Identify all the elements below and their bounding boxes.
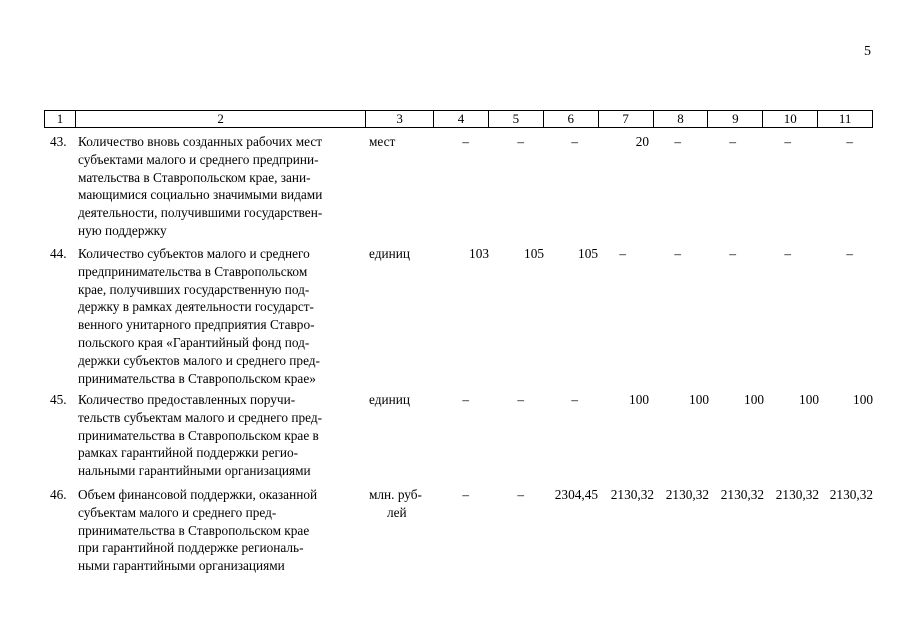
cell-col-5: –	[517, 134, 524, 149]
header-col-1: 1	[45, 111, 76, 127]
cell-col-4: –	[462, 134, 469, 149]
cell-col-9: –	[729, 246, 736, 261]
header-col-8: 8	[654, 111, 709, 127]
row-unit: мест	[369, 134, 396, 149]
header-col-11: 11	[838, 111, 852, 126]
cell-col-8: 100	[689, 392, 709, 407]
row-description: Количество предоставленных поручи- тельств субъектам малого и среднего пред- принимательства в Ставропольском крае в рамках гарантийной поддержки регио- нальными гарантийными организациями	[78, 392, 323, 479]
cell-col-8: –	[674, 246, 681, 261]
cell-col-6: 105	[578, 246, 598, 261]
cell-col-11: 2130,32	[829, 487, 873, 502]
row-number: 44.	[50, 246, 67, 261]
header-col-7: 7	[599, 111, 654, 127]
row-description: Объем финансовой поддержки, оказанной субъектам малого и среднего пред- принимательства в Ставропольском крае при гарантийной поддержке региональ- ными гарантийными организациями	[78, 487, 318, 574]
cell-col-9: –	[729, 134, 736, 149]
cell-col-6: –	[571, 134, 578, 149]
cell-col-10: 2130,32	[775, 487, 819, 502]
header-col-2: 2	[76, 111, 366, 127]
cell-col-5: –	[517, 487, 524, 502]
cell-col-11: 100	[853, 392, 873, 407]
cell-col-4: 103	[469, 246, 489, 261]
cell-col-10: –	[784, 134, 791, 149]
row-unit: единиц	[369, 392, 410, 407]
page-number: 5	[864, 44, 871, 59]
header-col-3: 3	[366, 111, 434, 127]
cell-col-10: 100	[799, 392, 819, 407]
row-number: 45.	[50, 392, 67, 407]
table-header	[44, 110, 873, 128]
cell-col-6: –	[571, 392, 578, 407]
header-col-9: 9	[708, 111, 763, 127]
row-description: Количество субъектов малого и среднего предпринимательства в Ставропольском крае, получивших государственную под- держку в рамках деятельности государст- венного унитарного предприятия Ставро- польского края «Гарантийный фонд под- держки субъектов малого и среднего пред- принимательства в Ставропольском крае»	[78, 246, 320, 386]
cell-col-9: 2130,32	[720, 487, 764, 502]
row-description: Количество вновь созданных рабочих мест субъектами малого и среднего предприни- мательства в Ставропольском крае, зани- мающимися социально значимыми видами деятельности, получившими государствен- ную поддержку	[78, 134, 323, 238]
cell-col-11: –	[846, 134, 853, 149]
row-number: 43.	[50, 134, 67, 149]
cell-col-8: 2130,32	[665, 487, 709, 502]
row-unit: единиц	[369, 246, 410, 261]
cell-col-5: –	[517, 392, 524, 407]
cell-col-4: –	[462, 487, 469, 502]
cell-col-5: 105	[524, 246, 544, 261]
cell-col-7: 20	[635, 134, 649, 149]
cell-col-7: –	[619, 246, 626, 261]
cell-col-7: 2130,32	[610, 487, 654, 502]
cell-col-10: –	[784, 246, 791, 261]
cell-col-11: –	[846, 246, 853, 261]
row-unit: млн. руб- лей	[369, 487, 422, 520]
header-col-4: 4	[434, 111, 489, 127]
cell-col-7: 100	[629, 392, 649, 407]
cell-col-8: –	[674, 134, 681, 149]
header-col-5: 5	[489, 111, 544, 127]
row-number: 46.	[50, 487, 67, 502]
cell-col-9: 100	[744, 392, 764, 407]
header-col-10: 10	[763, 111, 818, 127]
cell-col-4: –	[462, 392, 469, 407]
cell-col-6: 2304,45	[554, 487, 598, 502]
header-col-6: 6	[544, 111, 599, 127]
